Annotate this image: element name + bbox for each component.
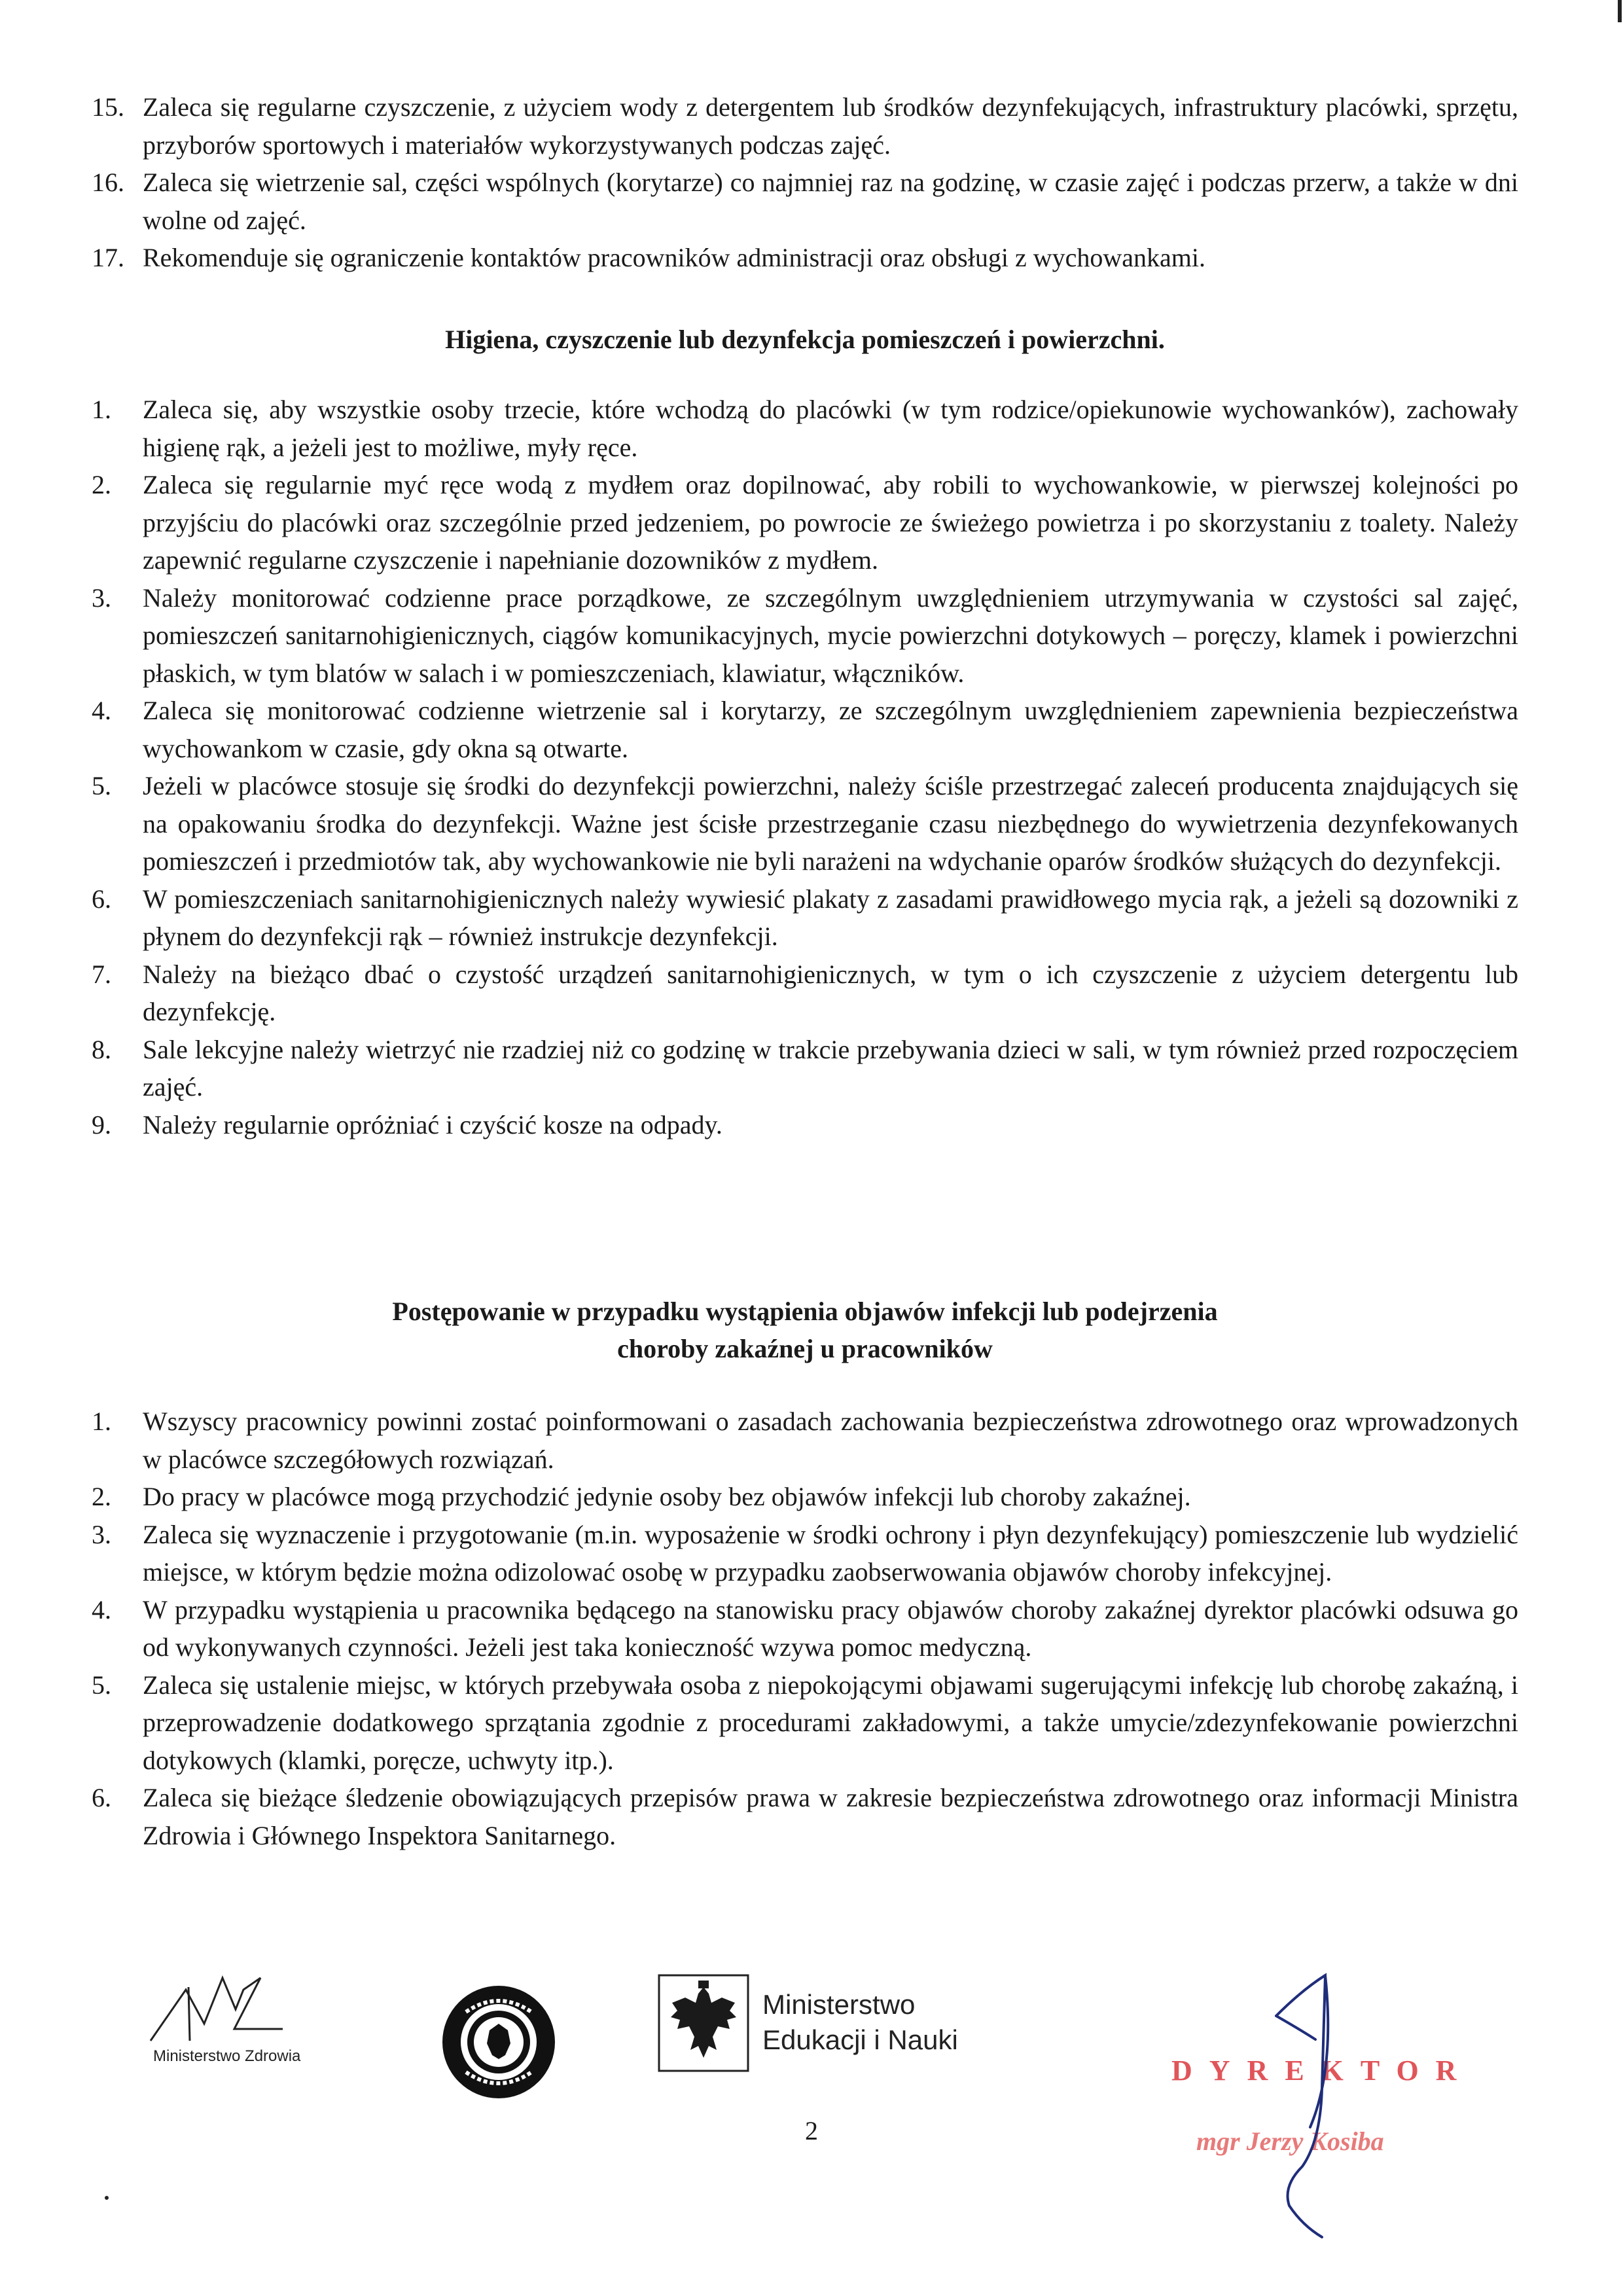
list-item bbox=[92, 164, 1518, 239]
list-item bbox=[92, 88, 1518, 164]
item-text: Zaleca się, aby wszystkie osoby trzecie, które wchodzą do placówki (w tym rodzice/opiekunowie wychowanków), zachowały higienę rąk, a jeżeli jest to możliwe, myły ręce. bbox=[143, 395, 1518, 462]
seal-icon bbox=[440, 1983, 558, 2101]
item-text: Należy monitorować codzienne prace porządkowe, ze szczególnym uwzględnieniem utrzymywania w czystości sal zajęć, pomieszczeń sanitarnohigienicznych, ciągów komunikacyjnych, mycie powierzchni dotykowych – poręczy, klamek i powierzchni płaskich, w tym blatów w salach i w pomieszczeniach, klawiatur, włączników. bbox=[143, 583, 1518, 688]
director-stamp-name: mgr Jerzy Kosiba bbox=[1196, 2126, 1384, 2156]
item-number: 9. bbox=[92, 1109, 111, 1139]
item-text: Należy regularnie opróżniać i czyścić kosze na odpady. bbox=[143, 1109, 722, 1139]
item-number: 3. bbox=[92, 1519, 111, 1549]
eagle-icon bbox=[658, 1974, 749, 2072]
heading-line-2: choroby zakaźnej u pracowników bbox=[617, 1334, 993, 1363]
item-number: 3. bbox=[92, 583, 111, 613]
list-item bbox=[92, 579, 1518, 692]
item-text: Do pracy w placówce mogą przychodzić jedynie osoby bez objawów infekcji lub choroby zakaźnej. bbox=[143, 1482, 1191, 1511]
item-number: 5. bbox=[92, 1670, 111, 1700]
list-item bbox=[92, 466, 1518, 579]
men-line-1: Ministerstwo bbox=[762, 1989, 916, 2020]
list-item bbox=[92, 1779, 1518, 1854]
list-item bbox=[92, 692, 1518, 767]
item-text: W pomieszczeniach sanitarnohigienicznych należy wywiesić plakaty z zasadami prawidłowego mycia rąk, a jeżeli są dozowniki z płynem do dezynfekcji rąk – również instrukcje dezynfekcji. bbox=[143, 884, 1518, 951]
item-text: Zaleca się regularne czyszczenie, z użyciem wody z detergentem lub środków dezynfekujących, infrastruktury placówki, sprzętu, przyborów sportowych i materiałów wykorzystywanych podczas zajęć. bbox=[143, 92, 1518, 160]
list-item bbox=[92, 1666, 1518, 1780]
item-text: W przypadku wystąpienia u pracownika będącego na stanowisku pracy objawów choroby zakaźnej dyrektor placówki odsuwa go od wykonywanych czynności. Jeżeli jest taka konieczność wzywa pomoc medyczną. bbox=[143, 1594, 1518, 1662]
men-line-2: Edukacji i Nauki bbox=[762, 2024, 958, 2055]
item-number: 7. bbox=[92, 959, 111, 989]
item-number: 1. bbox=[92, 1407, 111, 1436]
men-text bbox=[762, 1987, 958, 2058]
item-text: Rekomenduje się ograniczenie kontaktów pracowników administracji oraz obsługi z wychowankami. bbox=[143, 243, 1205, 272]
director-stamp-title: DYREKTOR bbox=[1171, 2054, 1474, 2087]
item-text: Zaleca się bieżące śledzenie obowiązujących przepisów prawa w zakresie bezpieczeństwa zdrowotnego oraz informacji Ministra Zdrowia i Głównego Inspektora Sanitarnego. bbox=[143, 1783, 1518, 1850]
item-number: 4. bbox=[92, 1594, 111, 1624]
item-text: Zaleca się ustalenie miejsc, w których przebywała osoba z niepokojącymi objawami sugerującymi infekcję lub chorobę zakaźną, i przeprowadzenie dodatkowego sprzątania zgodnie z procedurami zakładowymi, a także umycie/zdezynfekowanie powierzchni dotykowych (klamki, poręcze, uchwyty itp.). bbox=[143, 1670, 1518, 1775]
mz-caption: Ministerstwo Zdrowia bbox=[153, 2047, 301, 2065]
heading-line-1: Postępowanie w przypadku wystąpienia objawów infekcji lub podejrzenia bbox=[392, 1297, 1218, 1326]
section-heading-infection bbox=[92, 1293, 1518, 1367]
item-text: Należy na bieżąco dbać o czystość urządzeń sanitarnohigienicznych, w tym o ich czyszczenie z użyciem detergentu lub dezynfekcję. bbox=[143, 959, 1518, 1026]
ministry-of-health-logo bbox=[145, 1964, 342, 2075]
item-text: Zaleca się wyznaczenie i przygotowanie (m.in. wyposażenie w środki ochrony i płyn dezynfekujący) pomieszczenie lub wydzielić miejsce, w którym będzie można odizolować osobę w przypadku zaobserwowania objawów choroby infekcyjnej. bbox=[143, 1519, 1518, 1587]
item-number: 6. bbox=[92, 1783, 111, 1812]
item-number: 16. bbox=[92, 168, 124, 197]
item-text: Zaleca się monitorować codzienne wietrzenie sal i korytarzy, ze szczególnym uwzględnieniem zapewnienia bezpieczeństwa wychowankom w czasie, gdy okna są otwarte. bbox=[143, 696, 1518, 763]
list-item bbox=[92, 1591, 1518, 1666]
item-number: 2. bbox=[92, 1482, 111, 1511]
item-text: Zaleca się regularnie myć ręce wodą z mydłem oraz dopilnować, aby robili to wychowankowie, w pierwszej kolejności po przyjściu do placówki oraz szczególnie przed jedzeniem, po powrocie ze świeżego powietrza i po skorzystaniu z toalety. Należy zapewnić regularne czyszczenie i napełnianie dozowników z mydłem. bbox=[143, 470, 1518, 575]
list-item bbox=[92, 1403, 1518, 1478]
list-item bbox=[92, 239, 1518, 277]
ministry-of-education-logo bbox=[658, 1974, 1024, 2072]
item-number: 8. bbox=[92, 1034, 111, 1064]
list-hygiene bbox=[92, 391, 1518, 1143]
item-number: 1. bbox=[92, 395, 111, 424]
sanitary-inspection-seal bbox=[440, 1983, 558, 2101]
item-number: 2. bbox=[92, 470, 111, 499]
item-number: 5. bbox=[92, 771, 111, 800]
item-text: Sale lekcyjne należy wietrzyć nie rzadziej niż co godzinę w trakcie przebywania dzieci w sali, w tym również przed rozpoczęciem zajęć. bbox=[143, 1034, 1518, 1102]
page-number: 2 bbox=[805, 2116, 818, 2145]
list-item bbox=[92, 1478, 1518, 1516]
item-number: 4. bbox=[92, 696, 111, 725]
list-continued bbox=[92, 88, 1518, 277]
list-item bbox=[92, 1516, 1518, 1591]
scan-dot bbox=[105, 2196, 109, 2200]
section-heading-hygiene: Higiena, czyszczenie lub dezynfekcja pomieszczeń i powierzchni. bbox=[445, 325, 1165, 354]
list-item bbox=[92, 767, 1518, 880]
list-item bbox=[92, 956, 1518, 1031]
item-text: Zaleca się wietrzenie sal, części wspólnych (korytarze) co najmniej raz na godzinę, w czasie zajęć i podczas przerw, a także w dni wolne od zajęć. bbox=[143, 168, 1518, 235]
item-number: 17. bbox=[92, 243, 124, 272]
item-text: Jeżeli w placówce stosuje się środki do dezynfekcji powierzchni, należy ściśle przestrzegać zaleceń producenta znajdujących się na opakowaniu środka do dezynfekcji. Ważne jest ścisłe przestrzeganie czasu niezbędnego do wywietrzenia dezynfekowanych pomieszczeń i przedmiotów tak, aby wychowankowie nie byli narażeni na wdychanie oparów środków służących do dezynfekcji. bbox=[143, 771, 1518, 876]
list-infection bbox=[92, 1403, 1518, 1854]
list-item bbox=[92, 1031, 1518, 1106]
list-item bbox=[92, 880, 1518, 956]
item-number: 15. bbox=[92, 92, 124, 122]
mz-logo-icon bbox=[145, 1964, 342, 2049]
item-number: 6. bbox=[92, 884, 111, 914]
list-item bbox=[92, 391, 1518, 466]
edge-mark bbox=[1618, 0, 1622, 22]
handwritten-signature bbox=[1263, 1970, 1368, 2245]
item-text: Wszyscy pracownicy powinni zostać poinformowani o zasadach zachowania bezpieczeństwa zdrowotnego oraz wprowadzonych w placówce szczegółowych rozwiązań. bbox=[143, 1407, 1518, 1474]
list-item bbox=[92, 1106, 1518, 1144]
